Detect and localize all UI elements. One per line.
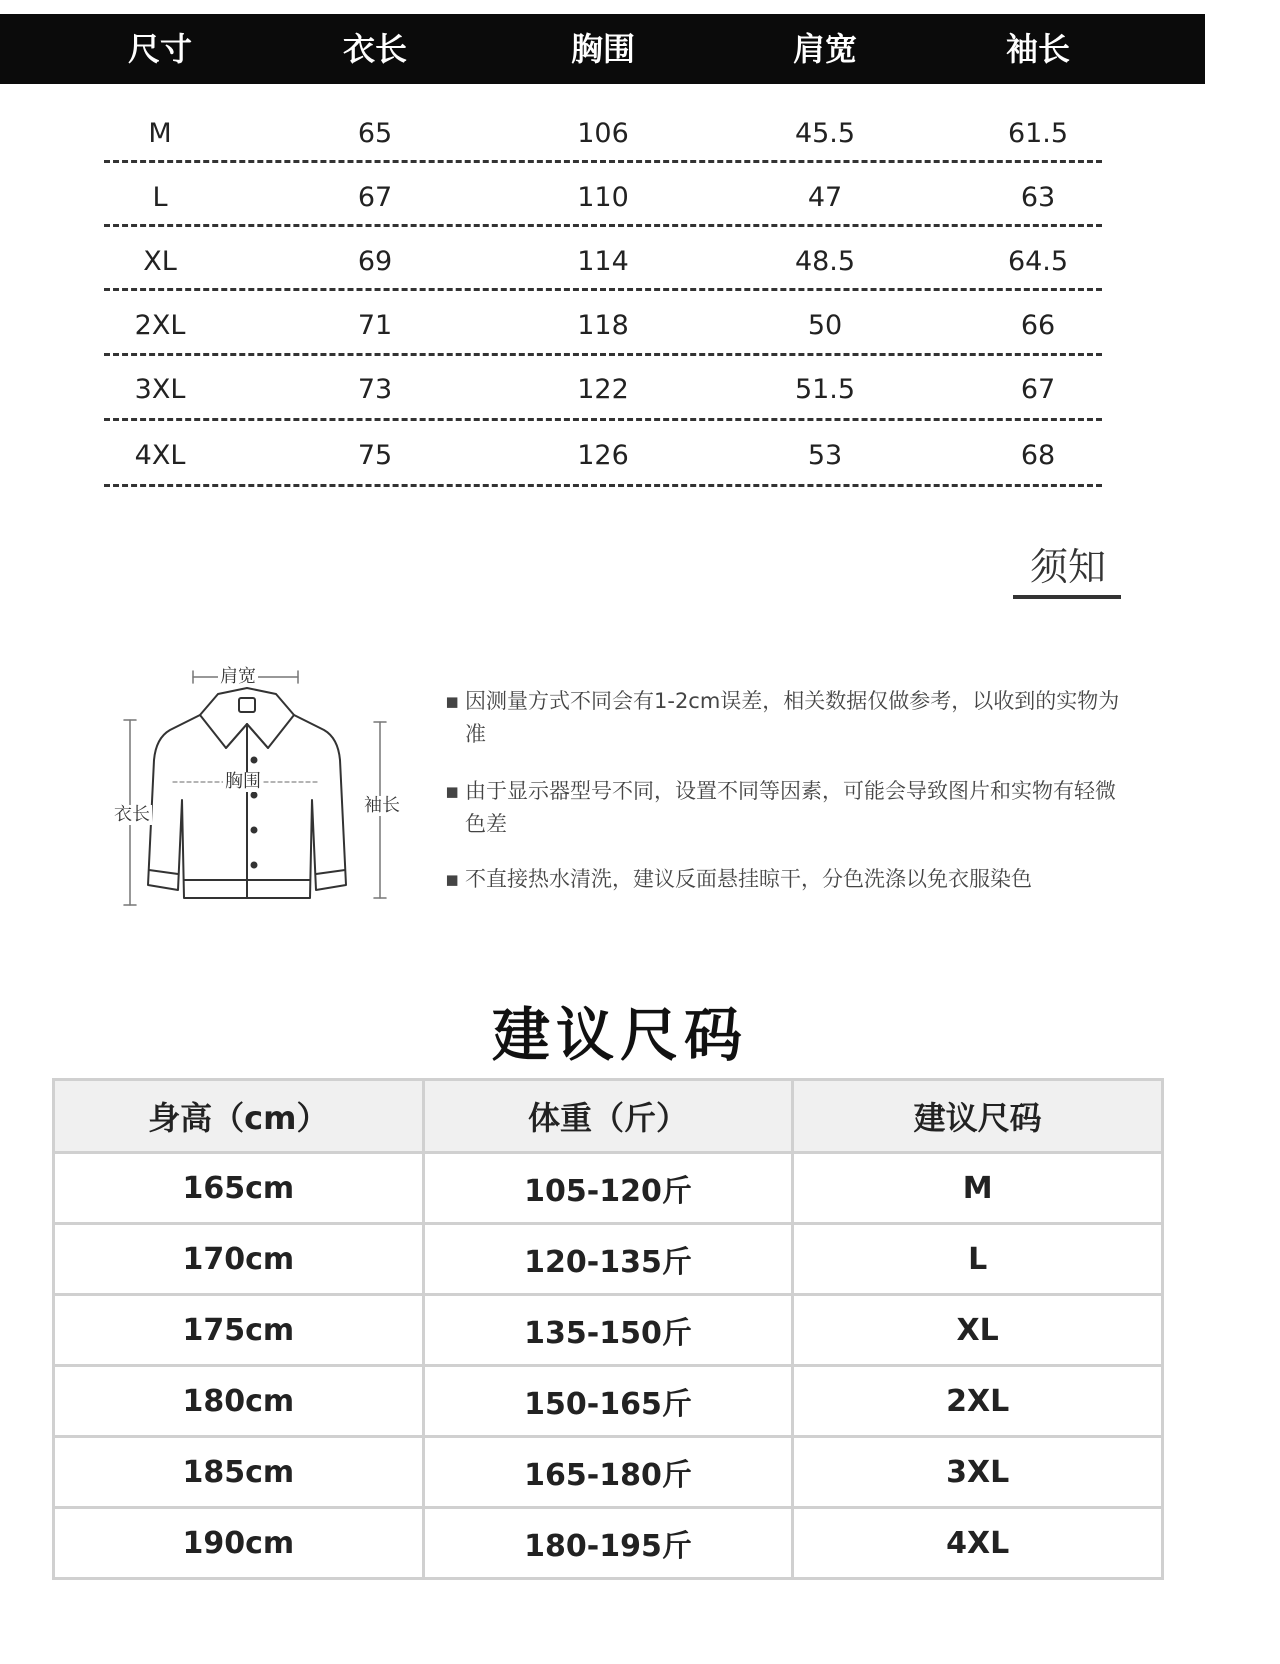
shoulder-cell: 47 — [807, 182, 843, 213]
header-recommended-size: 建议尺码 — [793, 1080, 1163, 1153]
notice-item — [445, 775, 1125, 845]
height-cell: 170cm — [54, 1224, 424, 1295]
row-divider — [104, 160, 1102, 163]
row-divider — [104, 224, 1102, 227]
size-cell: M — [148, 118, 172, 149]
length-cell: 73 — [357, 374, 393, 405]
sleeve-cell: 66 — [1020, 310, 1056, 341]
diagram-label-shoulder: 肩宽 — [220, 666, 256, 687]
header-length: 衣长 — [342, 30, 408, 68]
table-header-row — [54, 1080, 1163, 1153]
length-cell: 75 — [357, 440, 393, 471]
notice-item-text: 不直接热水清洗，建议反面悬挂晾干，分色洗涤以免衣服染色 — [465, 867, 1032, 891]
notice-title-underline — [1013, 595, 1121, 599]
weight-cell: 135-150斤 — [423, 1295, 793, 1366]
bullet-icon: ▪ — [445, 689, 460, 713]
shoulder-cell: 51.5 — [794, 374, 856, 405]
shoulder-cell: 48.5 — [794, 246, 856, 277]
size-cell: 4XL — [793, 1508, 1163, 1579]
height-cell: 175cm — [54, 1295, 424, 1366]
jacket-measurement-diagram — [108, 660, 428, 920]
recommend-title: 建议尺码 — [491, 1001, 748, 1069]
header-size: 尺寸 — [127, 30, 193, 68]
recommend-table — [52, 1078, 1164, 1580]
size-cell: XL — [143, 246, 177, 277]
table-row — [54, 1153, 1163, 1224]
size-table-header — [0, 14, 1205, 84]
diagram-label-length: 衣长 — [114, 804, 150, 825]
shoulder-cell: 45.5 — [794, 118, 856, 149]
size-cell: 2XL — [134, 310, 186, 341]
header-sleeve: 袖长 — [1005, 30, 1071, 68]
chest-cell: 122 — [577, 374, 629, 405]
bullet-icon: ▪ — [445, 779, 460, 803]
chest-cell: 118 — [577, 310, 629, 341]
chest-cell: 126 — [577, 440, 629, 471]
height-cell: 185cm — [54, 1437, 424, 1508]
table-row — [54, 1437, 1163, 1508]
size-row-4xl — [0, 436, 1205, 476]
row-divider — [104, 288, 1102, 291]
size-row-xl — [0, 242, 1205, 282]
notice-item — [445, 863, 1125, 899]
diagram-label-chest: 胸围 — [225, 771, 261, 792]
length-cell: 71 — [357, 310, 393, 341]
size-cell: XL — [793, 1295, 1163, 1366]
length-cell: 67 — [357, 182, 393, 213]
table-row — [54, 1295, 1163, 1366]
table-row — [54, 1366, 1163, 1437]
shoulder-cell: 53 — [807, 440, 843, 471]
row-divider — [104, 418, 1102, 421]
weight-cell: 105-120斤 — [423, 1153, 793, 1224]
weight-cell: 180-195斤 — [423, 1508, 793, 1579]
chest-cell: 114 — [577, 246, 629, 277]
weight-cell: 165-180斤 — [423, 1437, 793, 1508]
weight-cell: 150-165斤 — [423, 1366, 793, 1437]
height-cell: 165cm — [54, 1153, 424, 1224]
table-row — [54, 1224, 1163, 1295]
sleeve-cell: 64.5 — [1007, 246, 1069, 277]
sleeve-cell: 67 — [1020, 374, 1056, 405]
sleeve-cell: 68 — [1020, 440, 1056, 471]
header-shoulder: 肩宽 — [792, 30, 858, 68]
size-cell: M — [793, 1153, 1163, 1224]
bullet-icon: ▪ — [445, 867, 460, 891]
diagram-label-sleeve: 袖长 — [364, 795, 400, 816]
size-cell: 4XL — [134, 440, 186, 471]
height-cell: 190cm — [54, 1508, 424, 1579]
row-divider — [104, 353, 1102, 356]
size-cell: L — [793, 1224, 1163, 1295]
size-cell: L — [152, 182, 168, 213]
size-cell: 3XL — [134, 374, 186, 405]
row-divider — [104, 484, 1102, 487]
header-weight: 体重（斤） — [423, 1080, 793, 1153]
size-cell: 2XL — [793, 1366, 1163, 1437]
notice-item-text: 由于显示器型号不同，设置不同等因素，可能会导致图片和实物有轻微色差 — [465, 779, 1116, 836]
notice-title: 须知 — [1030, 545, 1107, 589]
table-row — [54, 1508, 1163, 1579]
length-cell: 65 — [357, 118, 393, 149]
height-cell: 180cm — [54, 1366, 424, 1437]
notice-item-text: 因测量方式不同会有1-2cm误差，相关数据仅做参考，以收到的实物为准 — [465, 689, 1120, 746]
size-row-l — [0, 178, 1205, 218]
sleeve-cell: 63 — [1020, 182, 1056, 213]
size-row-3xl — [0, 370, 1205, 410]
chest-cell: 106 — [577, 118, 629, 149]
header-chest: 胸围 — [570, 30, 636, 68]
shoulder-cell: 50 — [807, 310, 843, 341]
notice-item — [445, 685, 1125, 755]
length-cell: 69 — [357, 246, 393, 277]
header-height: 身高（cm） — [54, 1080, 424, 1153]
jacket-icon — [108, 660, 428, 920]
weight-cell: 120-135斤 — [423, 1224, 793, 1295]
sleeve-cell: 61.5 — [1007, 118, 1069, 149]
size-row-m — [0, 114, 1205, 154]
chest-cell: 110 — [577, 182, 629, 213]
size-row-2xl — [0, 306, 1205, 346]
size-cell: 3XL — [793, 1437, 1163, 1508]
